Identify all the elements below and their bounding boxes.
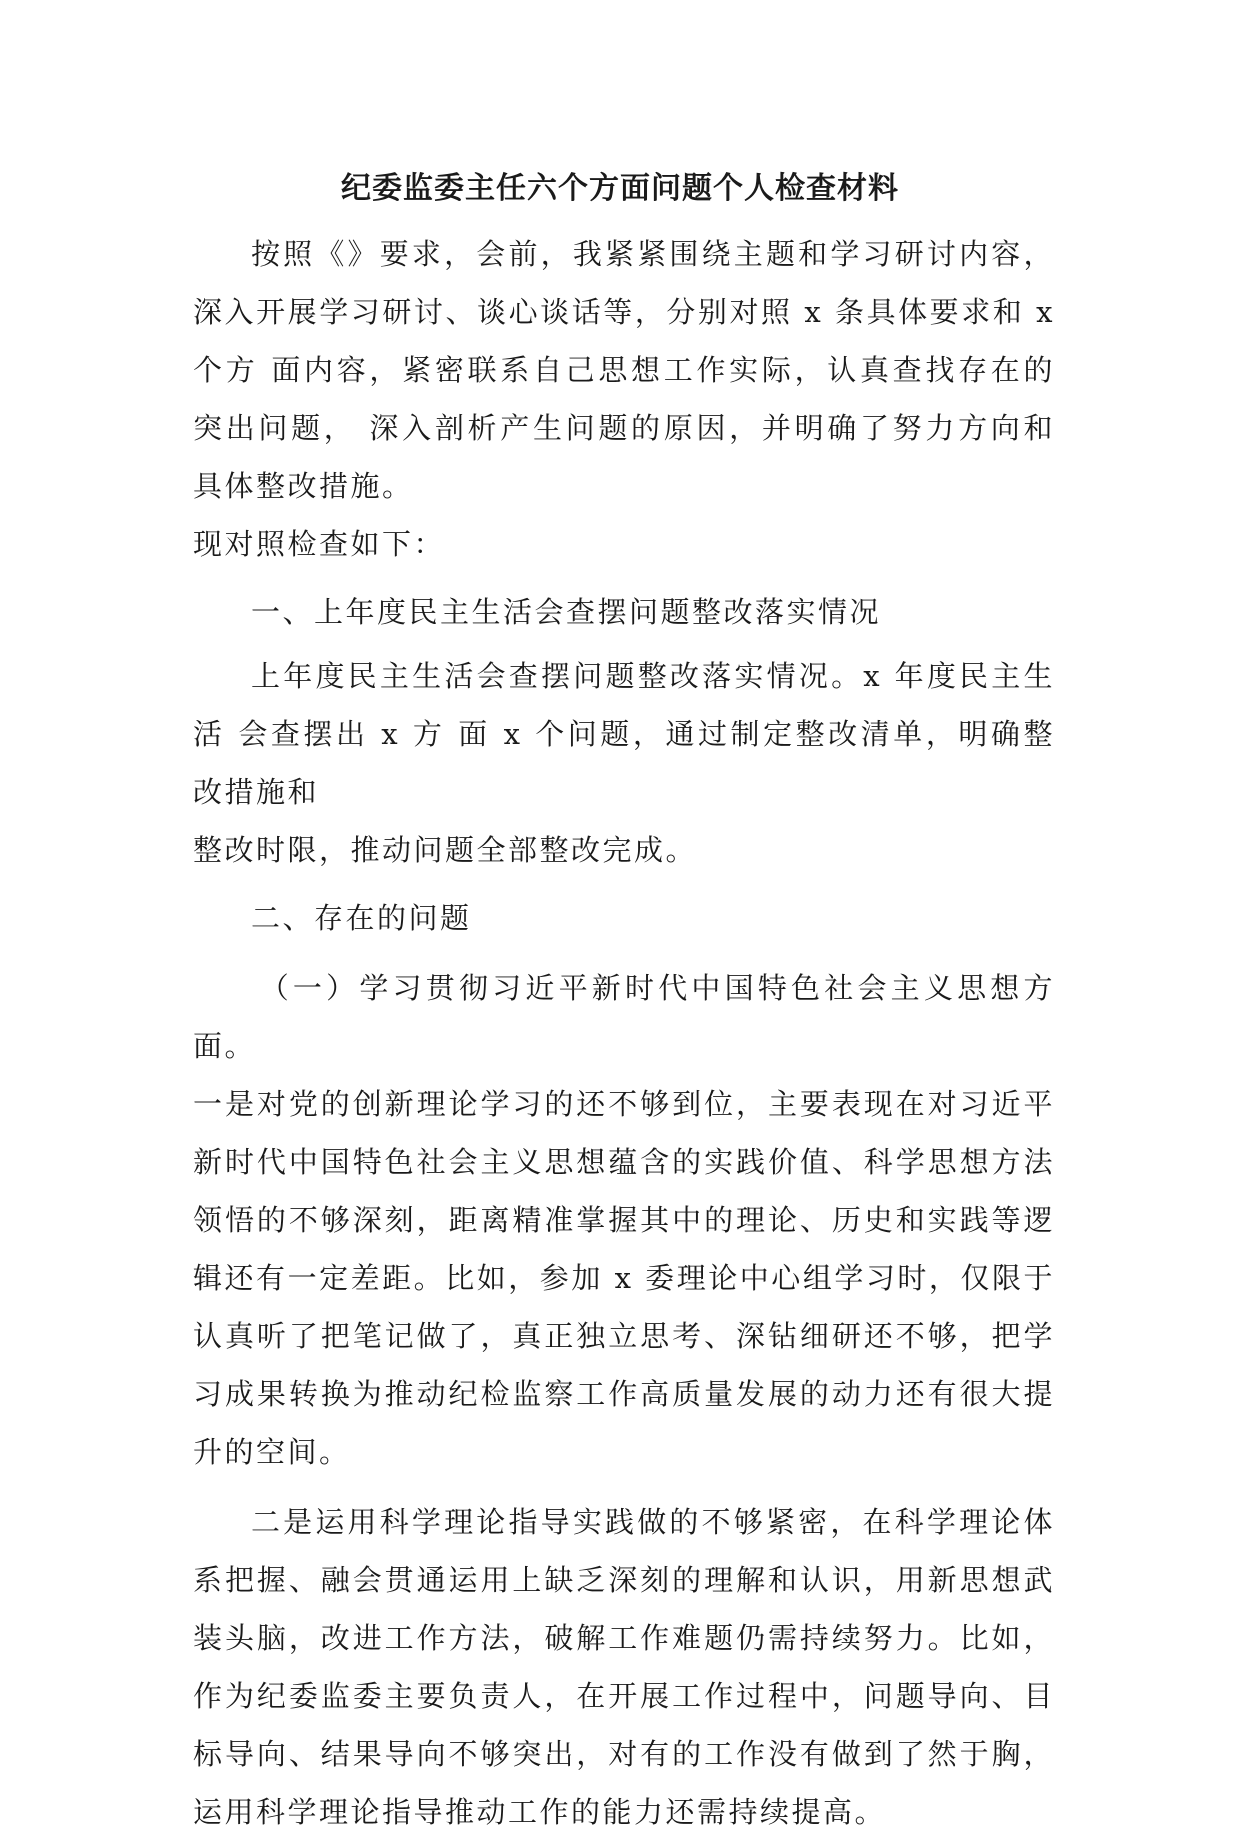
section1-heading: 一、上年度民主生活会查摆问题整改落实情况 — [251, 595, 882, 629]
section2-subheading: （一）学习贯彻习近平新时代中国特色社会主义思想方面。 — [193, 971, 1055, 1063]
section1-paragraph: 上年度民主生活会查摆问题整改落实情况。x 年度民主生活 会查摆出 x 方 面 x 个问题，通过制定整改清单，明确整改措施和 — [193, 659, 1055, 809]
intro-tail: 现对照检查如下： — [193, 527, 446, 561]
section2-point2: 二是运用科学理论指导实践做的不够紧密，在科学理论体系把握、融会贯通运用上缺乏深刻的理解和认识，用新思想武装头脑，改进工作方法，破解工作难题仍需持续努力。比如，作为纪委监委主要负责人，在开展工作过程中，问题导向、目标导向、结果导向不够突出，对有的工作没有做到了然于胸，运用科学理论指导推动工作的能力还需持续提高。 — [193, 1505, 1055, 1829]
section2-heading: 二、存在的问题 — [251, 901, 472, 935]
intro-paragraph: 按照《》要求，会前，我紧紧围绕主题和学习研讨内容，深入开展学习研讨、谈心谈话等，分别对照 x 条具体要求和 x 个方 面内容，紧密联系自己思想工作实际，认真查找存在的突出问题， 深入剖析产生问题的原因，并明确了努力方向和具体整改措施。 — [193, 237, 1055, 503]
section1-paragraph-tail: 整改时限，推动问题全部整改完成。 — [193, 833, 698, 867]
document-title: 纪委监委主任六个方面问题个人检查材料 — [341, 171, 899, 206]
section2-point1: 一是对党的创新理论学习的还不够到位，主要表现在对习近平新时代中国特色社会主义思想蕴含的实践价值、科学思想方法领悟的不够深刻，距离精准掌握其中的理论、历史和实践等逻辑还有一定差距。比如，参加 x 委理论中心组学习时，仅限于认真听了把笔记做了，真正独立思考、深钻细研还不够，把学习成果转换为推动纪检监察工作高质量发展的动力还有很大提升的空间。 — [193, 1087, 1055, 1469]
document-body — [193, 225, 1055, 1841]
